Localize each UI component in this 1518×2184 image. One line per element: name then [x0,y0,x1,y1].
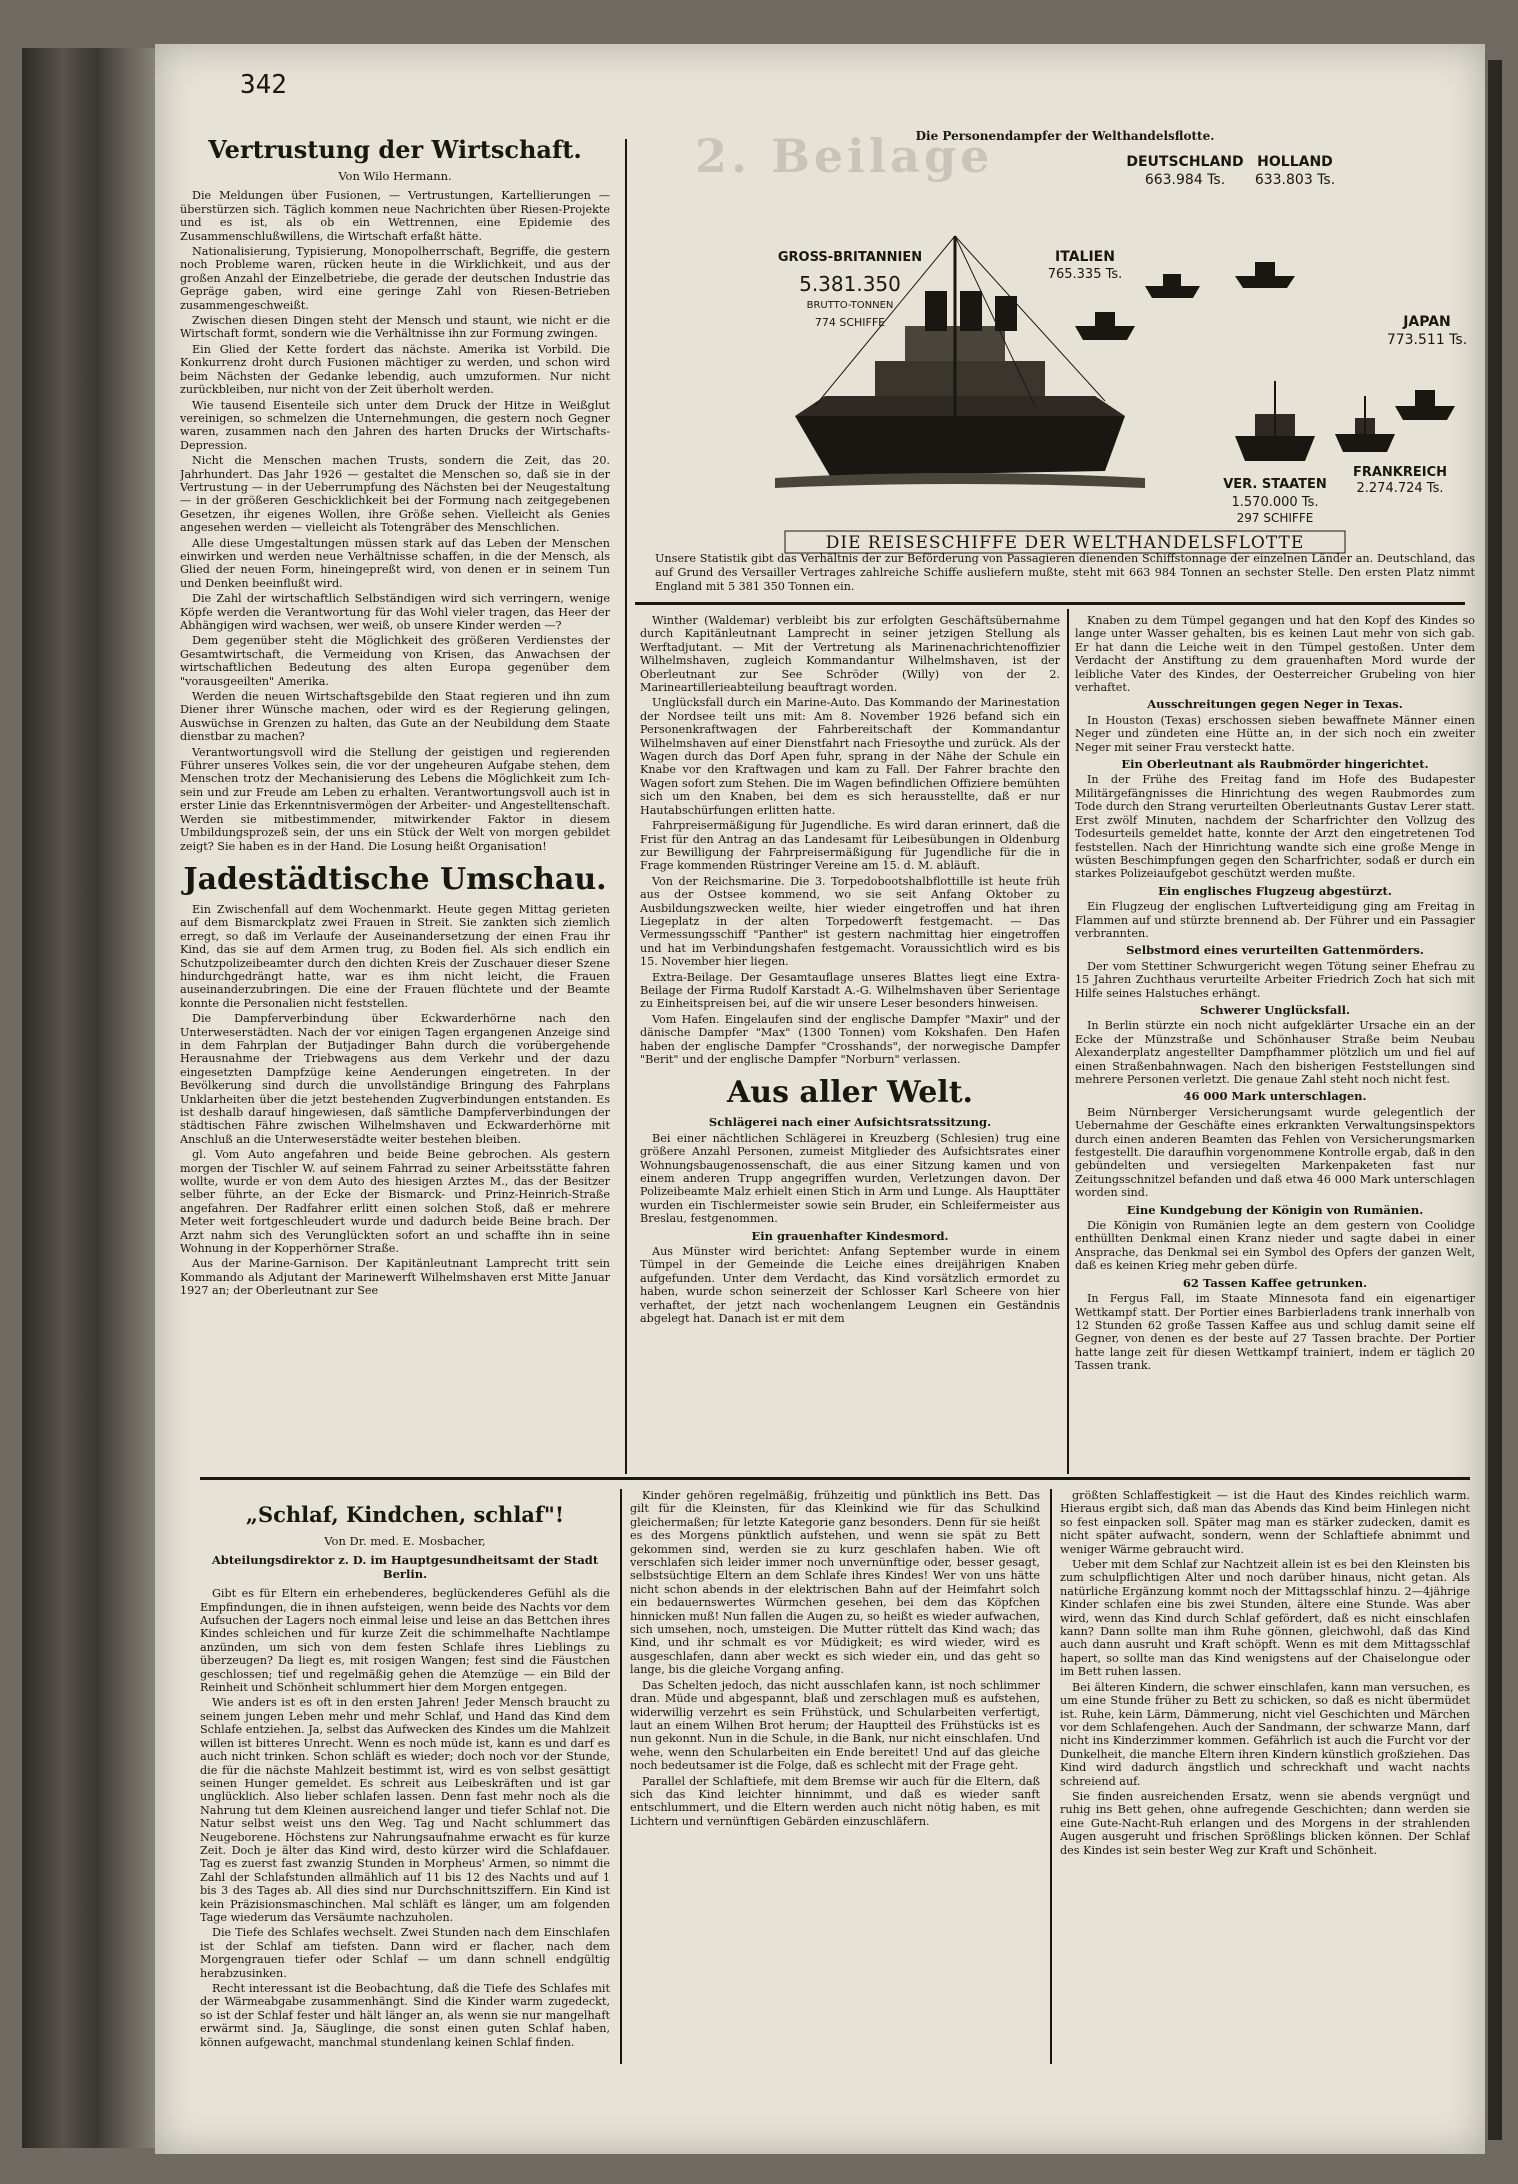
ship-de-icon [1145,274,1200,298]
unit-gb: BRUTTO-TONNEN [806,300,894,311]
paragraph: Sie finden ausreichenden Ersatz, wenn sie abends vergnügt und ruhig ins Bett gehen, ohne aufregende Geschichten; dann werden sie eine Gute-Nacht-Ruh erlangen und des Morgens in der strahlenden Augen ausgeruht und frischen Sprößlings blicken können. Der Schlaf des Kindes ist sein bester Weg zur Kraft und Schönheit. [1060,1789,1470,1857]
label-nl: HOLLAND [1257,154,1333,170]
column-rule [620,1489,622,2064]
paragraph: Werden die neuen Wirtschaftsgebilde den Staat regieren und ihn zum Diener ihrer Wünsche machen, oder wird es der Regierung gelingen, Auswüchse in Grenzen zu halten, das Gute an der Neubildung dem Staate dienstbar zu machen? [180,690,610,744]
ship-it-icon [1075,312,1135,340]
value-fr: 2.274.724 Ts. [1356,481,1444,496]
subheading: Selbstmord eines verurteilten Gattenmörders. [1126,943,1424,958]
article-title-vertrustung: Vertrustung der Wirtschaft. [208,135,582,164]
label-jp: JAPAN [1403,314,1451,330]
ship-us-icon [1235,381,1315,461]
section-title-aus-aller-welt: Aus aller Welt. [726,1075,974,1111]
paragraph: Verantwortungsvoll wird die Stellung der geistigen und regierenden Führer unseres Volkes sein, die vor der ungeheuren Aufgabe stehen, dem Menschen trotz der Mechanisierung des Lebens die Möglichkeit zum Ich-sein und zur Freude am Leben zu erhalten. Verantwortungsvoll auch ist in erster Linie das Erkenntnisvermögen der Arbeiter- und Angestelltenschaft. Werden sie mitbestimmender, mitwirkender Faktor in diesem Umbildungsprozeß sein, der uns ein Stück der Welt von morgen gebildet zeigt? Sie haben es in der Hand. Die Losung heißt Organisation! [180,745,610,853]
page-edge [1488,60,1502,2140]
subheading: Ein Oberleutnant als Raubmörder hingerichtet. [1121,757,1429,772]
middle-column [640,614,1060,1474]
paragraph: Bei älteren Kindern, die schwer einschlafen, kann man versuchen, es um eine Stunde früher zu Bett zu schicken, so daß es nicht übermüdet ist. Ruhe, kein Lärm, Dämmerung, nicht viel Geschichten und Märchen vor dem Schlafengehen. Auch der Sandmann, der schwarze Mann, darf nicht ins Kinderzimmer kommen. Gefährlich ist auch die Furcht vor der Dunkelheit, die manche Eltern ihren Kindern künstlich großziehen. Das Kind wird dadurch ängstlich und schreckhaft und wacht nachts schreiend auf. [1060,1680,1470,1788]
label-gb: GROSS-BRITANNIEN [777,250,923,265]
paragraph: Ueber mit dem Schlaf zur Nachtzeit allein ist es bei den Kleinsten bis zum schulpflichtigen Alter und noch darüber hinaus, nicht getan. Als natürliche Ergänzung kommt noch der Mittagsschlaf hinzu. 2—4jährige Kinder schlafen eine bis zwei Stunden, ältere eine Stunde. Was aber wird, wenn das Kind durch Schlaf gefördert, daß es nicht einschlafen kann? Dann sollte man ihm Ruhe gönnen, gleichwohl, daß das Kind auch dann ausruht und Kraft schöpft. Wenn es mit dem Mittagsschlaf hapert, so sollte man das Kind wenigstens auf der Chaiselongue oder im Bett ruhen lassen. [1060,1558,1470,1679]
paragraph: Beim Nürnberger Versicherungsamt wurde gelegentlich der Uebernahme der Geschäfte eines erkrankten Verwaltungsinspektors durch einen anderen Beamten das Fehlen von Versicherungsmarken festgestellt. Die daraufhin vorgenommene Kontrolle ergab, daß in den gebündelten und versiegelten Markenpaketen fast nur Zeitungsschnitzel befanden und daß etwa 46 000 Mark unterschlagen worden sind. [1075,1105,1475,1200]
paragraph: Gibt es für Eltern ein erhebenderes, beglückenderes Gefühl als die Empfindungen, die in ihnen aufsteigen, wenn beide des Nachts vor dem Aufsuchen der Lagers noch einmal leise und leise an das Bettchen ihres Kindes schleichen und für kurze Zeit die schimmelhafte Nachtlampe anzünden, um sich von dem festen Schlafe ihres Lieblings zu überzeugen? Da liegt es, mit rosigen Wangen; fest sind die Fäustchen geschlossen; tief und regelmäßig gehen die Atemzüge — ein Bild der Reinheit und Schönheit schlummert hier dem Morgen entgegen. [200,1587,610,1695]
subheading: Ein englisches Flugzeug abgestürzt. [1158,883,1392,898]
paragraph: Wie tausend Eisenteile sich unter dem Druck der Hitze in Weißglut vereinigen, so schmelzen die Unternehmungen, die gestern noch Gegner waren, zusammen nach den Jahren des harten Drucks der Wirtschafts-Depression. [180,398,610,452]
bottom-col-3 [1060,1489,1470,2069]
left-column [180,124,610,1474]
subheading: Schlägerei nach einer Aufsichtsratssitzung. [708,1115,992,1130]
bleed-through-text: 2. Beilage [695,129,994,183]
illustration-banner: DIE REISESCHIFFE DER WELTHANDELSFLOTTE [825,533,1305,553]
paragraph: Die Königin von Rumänien legte an dem gestern von Coolidge enthüllten Denkmal einen Kranz nieder und sagte dabei in einer Ansprache, das Denkmal sei ein Symbol des Opfers der ganzen Welt, daß es keinen Krieg mehr geben dürfe. [1075,1219,1475,1273]
label-us: VER. STAATEN [1223,477,1327,492]
paragraph: Winther (Waldemar) verbleibt bis zur erfolgten Geschäftsübernahme durch Kapitänleutnant Lamprecht in seiner jetzigen Stellung als Werftadjutant. — Mit der Vertretung als Marinenachrichtenoffizier Wilhelmshaven, zugleich Kommandantur Wilhelmshaven, ist der Oberleutnant zur See Schröder (Willy) von der 2. Marineartillerieabteilung beauftragt worden. [640,614,1060,695]
article-body [180,189,610,853]
illustration-caption: Unsere Statistik gibt das Verhältnis der zur Beförderung von Passagieren dienenden Schiffstonnage der einzelnen Länder an. Deutschland, das auf Grund des Versailler Vertrages zahlreiche Schiffe ausliefern mußte, steht mit 663 984 Tonnen an sechster Stelle. Den ersten Platz nimmt England mit 5 381 350 Tonnen ein. [655,552,1475,593]
paragraph: Die Tiefe des Schlafes wechselt. Zwei Stunden nach dem Einschlafen ist der Schlaf am tiefsten. Dann wird er flacher, nach dem Morgengrauen tiefer oder Schlaf — um dann schnell endgültig herabzusinken. [200,1926,610,1980]
ship-fr-icon [1335,396,1395,452]
paragraph: Aus Münster wird berichtet: Anfang September wurde in einem Tümpel in der Gemeinde die Leiche eines dreijährigen Knaben aufgefunden. Unter dem Verdacht, das Kind vorsätzlich ermordet zu haben, wurde schon seinerzeit der Schlosser Karl Scheere von hier verhaftet, der jetzt nach wochenlangem Leugnen ein Geständnis abgelegt hat. Danach ist er mit dem [640,1245,1060,1326]
section-rule [200,1477,1470,1480]
paragraph: Bei einer nächtlichen Schlägerei in Kreuzberg (Schlesien) trug eine größere Anzahl Personen, zumeist Mitglieder des Aufsichtsrates einer Wohnungsbaugenossenschaft, die aus einer Sitzung kamen und von einem anderen Trupp angegriffen wurden, Verletzungen davon. Der Polizeibeamte Malz erhielt einen Stich in Arm und Lunge. Als Haupttäter wurden ein Tischlermeister sowie sein Bruder, ein Schleifermeister aus Breslau, festgenommen. [640,1131,1060,1226]
label-it: ITALIEN [1055,249,1115,265]
label-fr: FRANKREICH [1352,465,1448,480]
paragraph: Zwischen diesen Dingen steht der Mensch und staunt, wie nicht er die Wirtschaft formt, sondern wie die Verhältnisse ihn zur Formung zwingen. [180,314,610,341]
subheading: Ein grauenhafter Kindesmord. [751,1228,949,1243]
section-title-umschau: Jadestädtische Umschau. [183,861,607,897]
article-byline: Von Wilo Hermann. [338,169,452,183]
paragraph: Aus der Marine-Garnison. Der Kapitänleutnant Lamprecht tritt sein Kommando als Adjutant der Marinewerft Wilhelmshaven erst Mitte Januar 1927 an; der Oberleutnant zur See [180,1257,610,1298]
paragraph: In Fergus Fall, im Staate Minnesota fand ein eigenartiger Wettkampf statt. Der Portier eines Barbierladens trank innerhalb von 12 Stunden 62 große Tassen Kaffee aus und schlug damit seine elf Gegner, von denen es der beste auf 27 Tassen brachte. Der Portier hatte lange zeit für diesen Wettkampf trainiert, indem er täglich 20 Tassen trank. [1075,1292,1475,1373]
paragraph: Fahrpreisermäßigung für Jugendliche. Es wird daran erinnert, daß die Frist für den Antrag an das Landesamt für Leibesübungen in Oldenburg zur Bewilligung der Fahrpreisermäßigung für Jugendliche für die in Frage kommenden Rüstringer Vereine am 15. d. M. abläuft. [640,819,1060,873]
section-rule [635,602,1465,605]
page-number: 342 [240,70,287,100]
value-nl: 633.803 Ts. [1254,172,1336,188]
ship-nl-icon [1235,262,1295,288]
section-body [180,903,610,1298]
ship-jp-icon [1395,390,1455,420]
label-de: DEUTSCHLAND [1126,154,1244,170]
feature-byline: Von Dr. med. E. Mosbacher, [324,1534,486,1548]
paragraph: Ein Glied der Kette fordert das nächste. Amerika ist Vorbild. Die Konkurrenz droht durch Fusionen mächtiger zu werden, und schon wird beim Nächsten der Gedanke lebendig, auch umzuformen. Nur nicht zurückbleiben, nur nicht von der Zeit überholt werden. [180,342,610,397]
book-binding [22,48,157,2148]
feature-byline-2: Abteilungsdirektor z. D. im Hauptgesundheitsamt der Stadt Berlin. [211,1553,599,1581]
paragraph: Ein Flugzeug der englischen Luftverteidigung ging am Freitag in Flammen auf und stürzte brennend ab. Der Führer und ein Passagier verbrannten. [1075,900,1475,940]
paragraph: In Houston (Texas) erschossen sieben bewaffnete Männer einen Neger und zündeten eine Hütte an, in der sich noch ein zweiter Neger mit seiner Frau versteckt hatte. [1075,713,1475,754]
bottom-col-2 [630,1489,1040,2069]
ships-illustration [655,116,1475,556]
bottom-col-1 [200,1489,610,2069]
column-rule [625,139,627,1474]
paragraph: Knaben zu dem Tümpel gegangen und hat den Kopf des Kindes so lange unter Wasser gehalten, bis es keinen Laut mehr von sich gab. Er hat dann die Leiche weit in den Tümpel gestoßen. Unter dem Verdacht der Anstiftung zu dem grauenhaften Mord wurde der leibliche Vater des Kindes, der Oesterreicher Grubeling von hier verhaftet. [1075,614,1475,695]
paragraph: Der vom Stettiner Schwurgericht wegen Tötung seiner Ehefrau zu 15 Jahren Zuchthaus verurteilte Arbeiter Friedrich Zoch hat sich mit Hilfe seines Halstuches erhängt. [1075,959,1475,1000]
paragraph: Nationalisierung, Typisierung, Monopolherrschaft, Begriffe, die gestern noch Probleme waren, rücken heute in die Wirklichkeit, und aus der großen Anzahl der Einzelbetriebe, die gerade der deutschen Industrie das Gepräge gaben, wird eine geringe Zahl von Riesen-Betrieben zusammengeschweißt. [180,245,610,312]
feature-title: „Schlaf, Kindchen, schlaf"! [245,1502,565,1527]
paragraph: Extra-Beilage. Der Gesamtauflage unseres Blattes liegt eine Extra-Beilage der Firma Rudolf Karstadt A.-G. Wilhelmshaven über Serientage zu Einheitspreisen bei, auf die wir unsere Leser besonders hinweisen. [640,970,1060,1011]
paragraph: Die Meldungen über Fusionen, — Vertrustungen, Kartellierungen — überstürzen sich. Täglich kommen neue Nachrichten über Riesen-Projekte und es ist, als ob ein Wettrennen, eine Epidemie des Zusammenschlußwillens, die Wirtschaft erfaßt hätte. [180,189,610,243]
paragraph: In Berlin stürzte ein noch nicht aufgeklärter Ursache ein an der Ecke der Münzstraße und Schönhauser Straße beim Neubau Alexanderplatz angestellter Dampfhammer plötzlich um und fiel auf einen Straßenbahnwagen. Nach den bisherigen Feststellungen sind mehrere Personen verletzt. Die genaue Zahl steht noch nicht fest. [1075,1019,1475,1086]
subheading: Schwerer Unglücksfall. [1199,1002,1351,1017]
subheading: Ausschreitungen gegen Neger in Texas. [1147,697,1403,712]
paragraph: Unglücksfall durch ein Marine-Auto. Das Kommando der Marinestation der Nordsee teilt uns mit: Am 8. November 1926 befand sich ein Personenkraftwagen der Fahrbereitschaft der Kommandantur Wilhelmshaven auf einer Dienstfahrt nach Friesoythe und zurück. Als der Wagen durch das Dorf Apen fuhr, sprang in der Nähe der Schule ein Knabe vor den Kraftwagen und kam zu Fall. Der Fahrer brachte den Wagen sofort zum Stehen. Die im Wagen befindlichen Offiziere bemühten sich um den Knaben, bei dem es sich herausstellte, daß er nur Hautabschürfungen erlitten hatte. [640,696,1060,817]
paragraph: Von der Reichsmarine. Die 3. Torpedobootshalbflottille ist heute früh aus der Ostsee kommend, wo sie seit Anfang Oktober zu Ausbildungszwecken weilte, hier wieder eingetroffen und hat ihren Liegeplatz in der alten Torpedowerft festgemacht. — Das Vermessungsschiff "Panther" ist gestern nachmittag hier eingetroffen und hat im Verbindungshafen festgemacht. Voraussichtlich wird es bis 15. November hier liegen. [640,874,1060,969]
paragraph: In der Frühe des Freitag fand im Hofe des Budapester Militärgefängnisses die Hinrichtung des wegen Raubmordes zum Tode durch den Strang verurteilten Oberleutnants Gustav Lerer statt. Erst zwölf Minuten, nachdem der Scharfrichter den Vollzug des Todesurteils gemeldet hatte, konnte der Arzt den eingetretenen Tod feststellen. Nach der Hinrichtung wandte sich eine große Menge in wüsten Beschimpfungen gegen den Scharfrichter, sodaß er durch ein starkes Polizeiaufgebot geschützt werden mußte. [1075,773,1475,881]
value-it: 765.335 Ts. [1047,267,1123,282]
paragraph: Alle diese Umgestaltungen müssen stark auf das Leben der Menschen einwirken und werden neue Verhältnisse schaffen, in die der Mensch, als Glied der neuen Form, hineingepreßt wird, von denen er in seinem Tun und Denken beeinflußt wird. [180,536,610,590]
right-column [1075,614,1475,1474]
column-rule [1067,609,1069,1474]
value-jp: 773.511 Ts. [1386,332,1468,348]
value-gb: 5.381.350 [799,272,901,296]
paragraph: größten Schlaffestigkeit — ist die Haut des Kindes reichlich warm. Hieraus ergibt sich, daß man das Abends das Kind beim Hinlegen nicht so fest einpacken soll. Später mag man es stärker zudecken, damit es nicht später aufwacht, sondern, wenn der Schlaftiefe abnimmt und weniger Wärme gebraucht wird. [1060,1489,1470,1556]
paragraph: Das Schelten jedoch, das nicht ausschlafen kann, ist noch schlimmer dran. Müde und abgespannt, blaß und zerschlagen muß es aufstehen, widerwillig verzehrt es sein Frühstück, und Schularbeiten verfertigt, laut an einem Wilhen Brot herum; der Hauptteil des Frühstücks ist es nun gekonnt. Nun in die Schule, in die Bank, nur nicht einschlafen. Und wehe, wenn den Schularbeiten ein Ende bereitet! Und auf das gleiche noch bedeutsamer ist die Folge, daß es schlecht mit der Frage geht. [630,1678,1040,1773]
value-us: 1.570.000 Ts. [1231,495,1319,510]
newspaper-page [155,44,1485,2154]
paragraph: Ein Zwischenfall auf dem Wochenmarkt. Heute gegen Mittag gerieten auf dem Bismarckplatz zwei Frauen in Streit. Sie zankten sich ziemlich erregt, so daß im Verlaufe der Auseinandersetzung der einen Frau ihr Kind, das sie auf dem Armen trug, zu Boden fiel. Als sich endlich ein Schutzpolizeibeamter durch den dichten Kreis der Zuschauer dieser Szene hindurchgedrängt hatte, war es ihm nicht leicht, die Frauen auseinanderzubringen. Die eine der Frauen flüchtete und der Beamte konnte die Personalien nicht feststellen. [180,902,610,1010]
value-de: 663.984 Ts. [1144,172,1226,188]
paragraph: gl. Vom Auto angefahren und beide Beine gebrochen. Als gestern morgen der Tischler W. auf seinem Fahrrad zu seiner Arbeitsstätte fahren wollte, wurde er von dem Auto des hiesigen Arztes M., das der Besitzer selber führte, an der Ecke der Bismarck- und Prinz-Heinrich-Straße angefahren. Der Radfahrer erlitt einen solchen Stoß, daß er mehrere Meter weit fortgeschleudert wurde und dadurch beide Beine brach. Der Arzt nahm sich des Verunglückten sofort an und schaffte ihn in seine Wohnung in der Kopperhörner Straße. [180,1148,610,1256]
subheading: 46 000 Mark unterschlagen. [1183,1089,1367,1104]
paragraph: Wie anders ist es oft in den ersten Jahren! Jeder Mensch braucht zu seinem jungen Leben mehr und mehr Schlaf, und Hand das Kind dem Schlafe entziehen. Ja, selbst das Aufwecken des Kindes um die Mahlzeit willen ist bitteres Unrecht. Wenn es noch müde ist, kann es und darf es auch nicht trinken. Schon schläft es wieder; doch noch vor der Stunde, die für die nächste Mahlzeit bestimmt ist, wird es von selbst gesättigt seinen Hunger gemeldet. Es schreit aus Leibeskräften und ist gar unglücklich. Also lieber schlafen lassen. Denn fast mehr noch als die Nahrung tut dem Kleinen ausreichend langer und tiefer Schlaf not. Die Natur selbst weist uns den Weg. Tag und Nacht schlummert das Neugeborene. Höchstens zur Nahrungsaufnahme erwacht es für kurze Zeit. Doch je älter das Kind wird, desto kürzer wird die Schlafdauer. Tag es zuerst fast zwanzig Stunden in Morpheus' Armen, so nimmt die Zahl der Schlafstunden allmählich auf 11 bis 12 des Nachts und auf 1 bis 3 des Tages ab. All dies sind nur Durchschnittsziffern. Ein Kind ist kein Präzisionsmaschinchen. Mal schläft es länger, um am folgenden Tage wiederum das Versäumte nachzuholen. [200,1696,610,1924]
column-rule [1050,1489,1052,2064]
ships-gb: 774 SCHIFFE [814,316,886,329]
paragraph: Vom Hafen. Eingelaufen sind der englische Dampfer "Maxir" und der dänische Dampfer "Max" (1300 Tonnen) vom Kokshafen. Den Hafen haben der englische Dampfer "Crosshands", der norwegische Dampfer "Berit" und der englische Dampfer "Norburn" verlassen. [640,1012,1060,1066]
paragraph: Recht interessant ist die Beobachtung, daß die Tiefe des Schlafes mit der Wärmeabgabe zusammenhängt. Sind die Kinder warm zugedeckt, so ist der Schlaf fester und hält länger an, als wenn sie nur mangelhaft erwärmt sind. Ja, Säuglinge, die sonst einen guten Schlaf haben, können aufgewacht, manchmal stundenlang keinen Schlaf finden. [200,1982,610,2049]
paragraph: Die Zahl der wirtschaftlich Selbständigen wird sich verringern, wenige Köpfe werden die Verantwortung für das Wohl vieler tragen, das Heer der Abhängigen wird wachsen, wer weiß, ob unsere Kinder werden —? [180,592,610,632]
ships-us: 297 SCHIFFE [1236,511,1314,525]
paragraph: Kinder gehören regelmäßig, frühzeitig und pünktlich ins Bett. Das gilt für die Kleinsten, für das Kleinkind wie für das Schulkind gleichermaßen; für letzte Kategorie ganz besonders. Denn für sie heißt es des Morgens pünktlich aufstehen, und wenn sie spät zu Bett gekommen sind, werden sie zu kurz geschlafen haben. Wie oft verschlafen sich leider immer noch unvernünftige oder, besser gesagt, selbstsüchtige Eltern an dem Schlafe ihres Kindes! Wer von uns hätte nicht schon abends in der elektrischen Bahn auf der Heimfahrt solch ein bedauernswertes Würmchen gesehen, bei dem das Köpfchen hinnicken muß! Nun fallen die Augen zu, so heißt es wieder aufwachen, sich umsehen, noch, umsteigen. Die Mutter rüttelt das Kind wach; das Kind, und ihr schmalt es vor Müdigkeit; es wird wieder, wird es ausgeschlafen, dann aber weckt es sich wieder ein, und das geht so lange, bis die gleiche Vorgang anfing. [630,1489,1040,1677]
illustration-header: Die Personendampfer der Welthandelsflotte. [915,129,1215,143]
subheading: 62 Tassen Kaffee getrunken. [1182,1275,1368,1290]
paragraph: Parallel der Schlaftiefe, mit dem Bremse wir auch für die Eltern, daß sich das Kind leichter hinnimmt, und daß es wieder sanft entschlummert, und die Eltern werden auch nicht nötig haben, es mit Lichtern und vernünftigen Gebärden einzuschläfern. [630,1774,1040,1828]
paragraph: Dem gegenüber steht die Möglichkeit des größeren Verdienstes der Gesamtwirtschaft, die Vermeidung von Krisen, das Anwachsen der wirtschaftlichen Bedeutung des alten Europa gegenüber dem "vorausgeeilten" Amerika. [180,634,610,688]
paragraph: Die Dampferverbindung über Eckwarderhörne nach den Unterweserstädten. Nach der vor einigen Tagen ergangenen Anzeige sind in dem Fahrplan der Butjadinger Bahn durch die vorübergehende Herausnahme der Triebwagens aus dem Verkehr und der dazu eingesetzten Dampfzüge keine Aenderungen eingetreten. In der Bevölkerung sind durch die unvollständige Bringung des Fahrplans Unklarheiten über die jetzt bestehenden Zugverbindungen entstanden. Es ist deshalb darauf hingewiesen, daß sämtliche Dampferverbindungen der städtischen Fähre zwischen Wilhelmshaven und Eckwarderhörne mit Anschluß an die Unterweserstädte weiter bestehen bleiben. [180,1012,610,1146]
paragraph: Nicht die Menschen machen Trusts, sondern die Zeit, das 20. Jahrhundert. Das Jahr 1926 — gestaltet die Menschen so, daß sie in der Vertrustung — in der Ueberrumpfung des Nächsten bei der Neugestaltung — in der größeren Geschicklichkeit bei der Formung nach zeitgegebenen Gesetzen, ihr eigenes Wollen, ihre Größe sehen. Vielleicht als Genies angesehen werden — vielleicht als Totengräber des Menschlichen. [180,454,610,535]
subheading: Eine Kundgebung der Königin von Rumänien. [1126,1202,1424,1217]
